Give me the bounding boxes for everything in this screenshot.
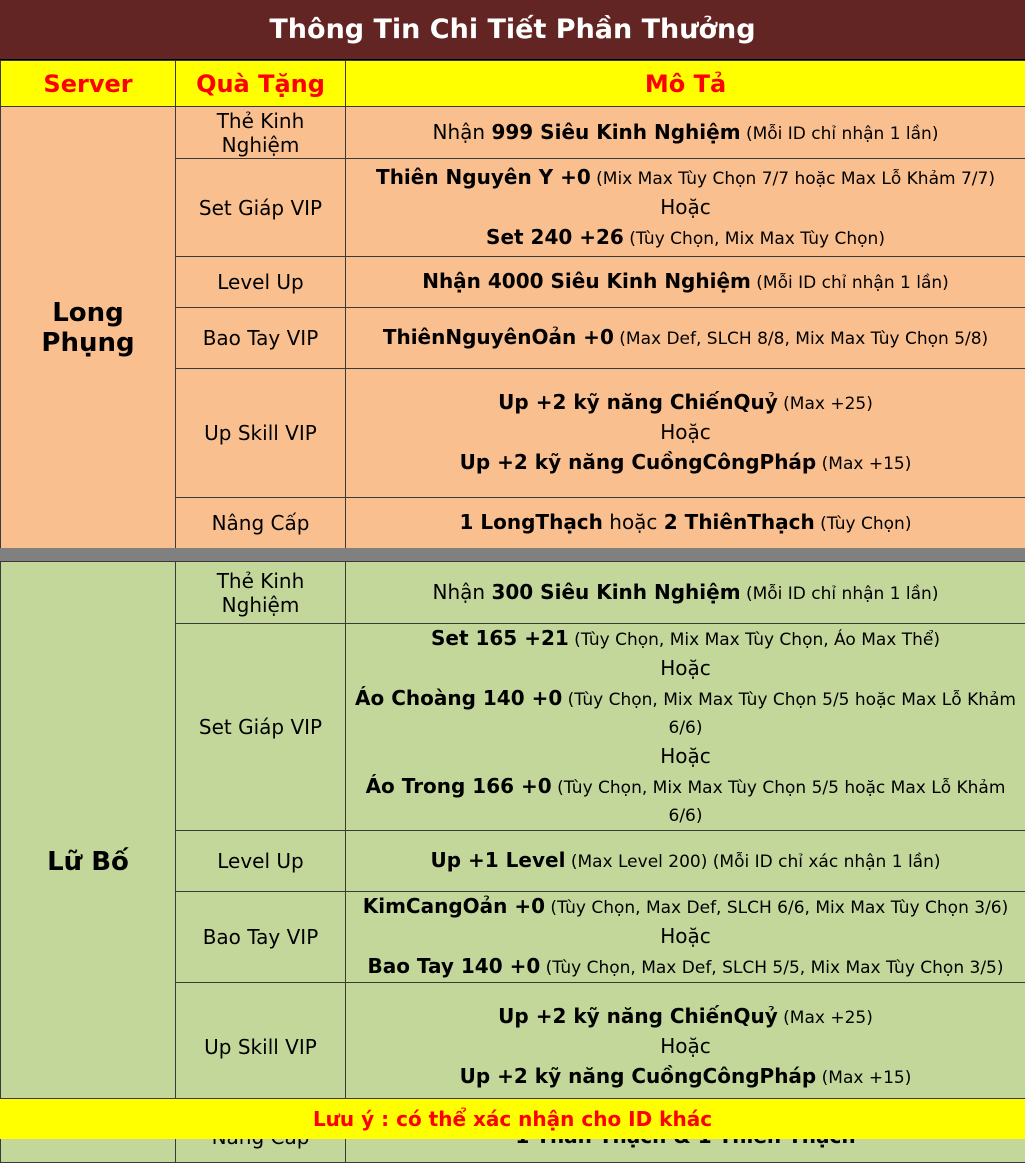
gift-description xyxy=(346,159,1025,257)
item-note: (Tùy Chọn) xyxy=(815,514,912,534)
description-line xyxy=(348,418,1023,448)
gift-name: Set Giáp VIP xyxy=(176,159,346,257)
header-table xyxy=(0,60,1025,107)
description-line xyxy=(348,223,1023,253)
table-row xyxy=(1,562,1025,624)
item-text: Hoặc xyxy=(660,1034,711,1058)
gift-description xyxy=(346,369,1025,498)
description-line xyxy=(348,508,1023,538)
gift-name: Bao Tay VIP xyxy=(176,892,346,983)
item-note: (Tùy Chọn, Mix Max Tùy Chọn) xyxy=(624,229,885,249)
item-note: (Mix Max Tùy Chọn 7/7 hoặc Max Lỗ Khảm 7/7) xyxy=(591,169,995,189)
description-line xyxy=(348,193,1023,223)
header-description: Mô Tả xyxy=(346,61,1025,107)
gift-description xyxy=(346,498,1025,549)
description-line xyxy=(348,448,1023,478)
item-note: (Max +15) xyxy=(816,1068,911,1088)
description-line xyxy=(348,654,1023,684)
item-note: (Mỗi ID chỉ nhận 1 lần) xyxy=(751,273,949,293)
item-text: hoặc xyxy=(603,510,664,534)
item-note: (Tùy Chọn, Max Def, SLCH 5/5, Mix Max Tùy Chọn 3/5) xyxy=(540,958,1003,978)
item-name: Áo Choàng 140 +0 xyxy=(355,686,562,710)
item-name: 999 Siêu Kinh Nghiệm xyxy=(491,120,740,144)
description-line xyxy=(348,742,1023,772)
item-text: Hoặc xyxy=(660,744,711,768)
description-line xyxy=(348,684,1023,742)
item-name: ThiênNguyênOản +0 xyxy=(383,325,614,349)
header-gift: Quà Tặng xyxy=(176,61,346,107)
description-line xyxy=(348,578,1023,608)
gift-name: Up Skill VIP xyxy=(176,369,346,498)
item-note: (Max Def, SLCH 8/8, Mix Max Tùy Chọn 5/8) xyxy=(614,329,988,349)
item-text: Hoặc xyxy=(660,656,711,680)
item-note: (Mỗi ID chỉ nhận 1 lần) xyxy=(741,124,939,144)
gift-description xyxy=(346,107,1025,159)
description-line xyxy=(348,846,1023,876)
gift-description xyxy=(346,831,1025,892)
server-name: Long Phụng xyxy=(1,107,176,549)
item-text: Hoặc xyxy=(660,420,711,444)
item-name: Up +2 kỹ năng CuồngCôngPháp xyxy=(460,1064,817,1088)
section-long-phung xyxy=(0,106,1025,549)
item-note: (Mỗi ID chỉ nhận 1 lần) xyxy=(741,584,939,604)
item-name: Áo Trong 166 +0 xyxy=(366,774,552,798)
gift-name: Set Giáp VIP xyxy=(176,624,346,831)
item-name: Up +1 Level xyxy=(431,848,566,872)
item-name: Bao Tay 140 +0 xyxy=(367,954,540,978)
gift-name: Bao Tay VIP xyxy=(176,308,346,369)
page-title: Thông Tin Chi Tiết Phần Thưởng xyxy=(0,0,1025,60)
gift-name: Level Up xyxy=(176,831,346,892)
gift-name: Nâng Cấp xyxy=(176,498,346,549)
item-note: (Tùy Chọn, Max Def, SLCH 6/6, Mix Max Tùy Chọn 3/6) xyxy=(545,898,1008,918)
gift-description xyxy=(346,257,1025,308)
description-line xyxy=(348,267,1023,297)
item-name: Set 165 +21 xyxy=(431,626,569,650)
item-name: 1 LongThạch xyxy=(460,510,603,534)
item-note: (Max +25) xyxy=(778,1008,873,1028)
item-name: Up +2 kỹ năng ChiếnQuỷ xyxy=(498,390,778,414)
gift-description xyxy=(346,308,1025,369)
gift-description xyxy=(346,892,1025,983)
description-line xyxy=(348,922,1023,952)
description-line xyxy=(348,624,1023,654)
item-note: (Max Level 200) (Mỗi ID chỉ xác nhận 1 lần) xyxy=(565,852,940,872)
item-note: (Tùy Chọn, Mix Max Tùy Chọn 5/5 hoặc Max Lỗ Khảm 6/6) xyxy=(552,778,1006,826)
gift-description xyxy=(346,624,1025,831)
item-note: (Max +25) xyxy=(778,394,873,414)
item-note: (Tùy Chọn, Mix Max Tùy Chọn, Áo Max Thể) xyxy=(569,630,940,650)
description-line xyxy=(348,1032,1023,1062)
description-line xyxy=(348,892,1023,922)
description-line xyxy=(348,1002,1023,1032)
item-text: Nhận xyxy=(433,120,492,144)
footer-note: Lưu ý : có thể xác nhận cho ID khác xyxy=(0,1098,1025,1139)
table-row xyxy=(1,107,1025,159)
item-note: (Max +15) xyxy=(816,454,911,474)
description-line xyxy=(348,323,1023,353)
item-name: Up +2 kỹ năng ChiếnQuỷ xyxy=(498,1004,778,1028)
item-name: KimCangOản +0 xyxy=(363,894,545,918)
section-lu-bo xyxy=(0,561,1025,1163)
item-name: Up +2 kỹ năng CuồngCôngPháp xyxy=(460,450,817,474)
item-note: (Tùy Chọn, Mix Max Tùy Chọn 5/5 hoặc Max Lỗ Khảm 6/6) xyxy=(562,690,1016,738)
server-name: Lữ Bố xyxy=(1,562,176,1163)
gift-name: Level Up xyxy=(176,257,346,308)
description-line xyxy=(348,163,1023,193)
item-name: 300 Siêu Kinh Nghiệm xyxy=(491,580,740,604)
description-line xyxy=(348,772,1023,830)
gift-name: Thẻ Kinh Nghiệm xyxy=(176,107,346,159)
gift-description xyxy=(346,983,1025,1112)
section-separator xyxy=(0,548,1025,561)
description-line xyxy=(348,952,1023,982)
item-text: Hoặc xyxy=(660,195,711,219)
item-name: Nhận 4000 Siêu Kinh Nghiệm xyxy=(422,269,751,293)
item-name: Thiên Nguyên Y +0 xyxy=(376,165,591,189)
item-name: Set 240 +26 xyxy=(486,225,624,249)
gift-description xyxy=(346,562,1025,624)
header-server: Server xyxy=(1,61,176,107)
item-name: 2 ThiênThạch xyxy=(664,510,815,534)
description-line xyxy=(348,388,1023,418)
gift-name: Thẻ Kinh Nghiệm xyxy=(176,562,346,624)
item-text: Hoặc xyxy=(660,924,711,948)
description-line xyxy=(348,118,1023,148)
description-line xyxy=(348,1062,1023,1092)
item-text: Nhận xyxy=(433,580,492,604)
gift-name: Up Skill VIP xyxy=(176,983,346,1112)
